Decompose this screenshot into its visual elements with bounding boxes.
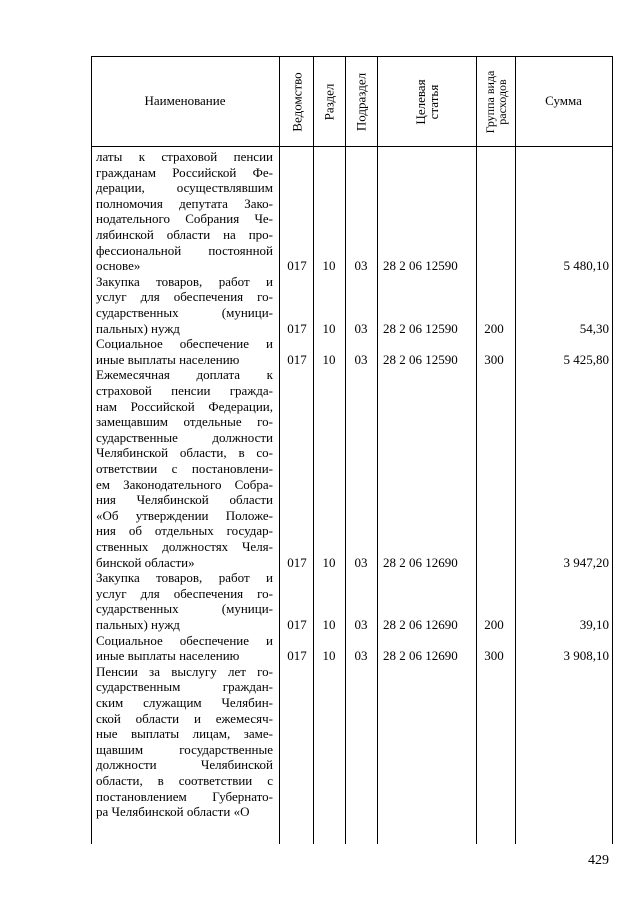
header-celevaya-statya: Целевая статья <box>413 79 441 125</box>
row-name-line: нодательного Собрания Че- <box>96 211 273 227</box>
row-razdel: 10 <box>322 258 336 274</box>
row-razdel: 10 <box>322 648 336 664</box>
row-name-line: лябинской области на про- <box>96 226 273 242</box>
row-gruppa-vida: 300 <box>484 351 504 367</box>
row-name-line: фессиональной постоянной <box>96 242 273 258</box>
row-name-line: ные выплаты лицам, заме- <box>96 726 273 742</box>
row-name-line: ем Законодательного Собра- <box>96 476 273 492</box>
row-name <box>96 336 273 367</box>
row-name-line: ственных должностях Челя- <box>96 538 273 554</box>
row-name-line: иные выплаты населению <box>96 648 240 664</box>
row-name-line: Ежемесячная доплата к <box>96 367 273 383</box>
row-vedomstvo: 017 <box>287 351 307 367</box>
row-name-line: услуг для обеспечения го- <box>96 585 273 601</box>
row-gruppa-vida: 200 <box>484 320 504 336</box>
row-celevaya-statya: 28 2 06 12690 <box>383 617 458 632</box>
row-celevaya-statya: 28 2 06 12590 <box>383 320 458 336</box>
header-gruppa-vida-raskhodov: Группа вида расходов <box>483 70 509 134</box>
row-summa: 3 947,20 <box>563 554 609 570</box>
row-name-line: Челябинской области, в со- <box>96 445 273 461</box>
row-name-line: замещавшим отдельные го- <box>96 414 273 430</box>
row-podrazdel: 03 <box>354 351 368 367</box>
row-name-line: ния Челябинской области <box>96 492 273 508</box>
row-name-line: пальных) нужд <box>96 616 180 632</box>
header-razdel: Раздел <box>321 83 337 121</box>
row-name-line: полномочия депутата Зако- <box>96 195 273 211</box>
row-name-line: Социальное обеспечение и <box>96 632 273 648</box>
row-name <box>96 664 273 820</box>
row-gruppa-vida: 200 <box>484 617 504 632</box>
row-summa: 39,10 <box>579 617 609 632</box>
row-summa: 3 908,10 <box>563 648 609 664</box>
row-name-line: сударственным граждан- <box>96 679 273 695</box>
row-podrazdel: 03 <box>354 648 368 664</box>
header-podrazdel: Подраздел <box>353 72 369 132</box>
row-podrazdel: 03 <box>354 617 368 632</box>
row-name-line: гражданам Российской Фе- <box>96 164 273 180</box>
budget-table <box>91 56 613 844</box>
col-divider <box>377 56 378 844</box>
row-name <box>96 633 273 664</box>
row-name-line: Социальное обеспечение и <box>96 336 273 352</box>
row-name-line: должности Челябинской <box>96 757 273 773</box>
row-gruppa-vida: 300 <box>484 648 504 664</box>
row-name <box>96 149 273 274</box>
row-podrazdel: 03 <box>354 554 368 570</box>
row-podrazdel: 03 <box>354 320 368 336</box>
row-name-line: области, в соответствии с <box>96 772 273 788</box>
row-name-line: ния об отдельных государ- <box>96 523 273 539</box>
row-podrazdel: 03 <box>354 258 368 274</box>
row-celevaya-statya: 28 2 06 12690 <box>383 648 458 664</box>
row-name-line: сударственные должности <box>96 429 273 445</box>
table-border-left <box>91 56 92 844</box>
table-border-right <box>612 56 613 844</box>
row-razdel: 10 <box>322 617 336 632</box>
header-vedomstvo: Ведомство <box>289 72 305 132</box>
row-razdel: 10 <box>322 554 336 570</box>
row-vedomstvo: 017 <box>287 648 307 664</box>
row-name-line: нам Российской Федерации, <box>96 398 273 414</box>
row-name <box>96 367 273 570</box>
row-name-line: Закупка товаров, работ и <box>96 570 273 586</box>
row-name-line: постановлением Губернато- <box>96 788 273 804</box>
row-name-line: ским служащим Челябин- <box>96 694 273 710</box>
col-divider <box>345 56 346 844</box>
row-name-line: услуг для обеспечения го- <box>96 289 273 305</box>
row-name-line: щавшим государственные <box>96 741 273 757</box>
row-name-line: латы к страховой пенсии <box>96 149 273 164</box>
row-name-line: сударственных (муници- <box>96 601 273 617</box>
header-summa: Сумма <box>545 93 582 108</box>
row-razdel: 10 <box>322 351 336 367</box>
col-divider <box>279 56 280 844</box>
row-celevaya-statya: 28 2 06 12590 <box>383 351 458 367</box>
row-name-line: «Об утверждении Положе- <box>96 507 273 523</box>
row-celevaya-statya: 28 2 06 12590 <box>383 258 458 274</box>
row-vedomstvo: 017 <box>287 320 307 336</box>
row-name-line: Пенсии за выслугу лет го- <box>96 663 273 679</box>
row-name <box>96 274 273 336</box>
table-border-top <box>91 56 613 57</box>
row-name-line: основе» <box>96 258 141 274</box>
row-name-line: иные выплаты населению <box>96 351 240 367</box>
row-name-line: ответствии с постановлени- <box>96 460 273 476</box>
row-vedomstvo: 017 <box>287 258 307 274</box>
row-razdel: 10 <box>322 320 336 336</box>
row-name-line: сударственных (муници- <box>96 304 273 320</box>
row-vedomstvo: 017 <box>287 617 307 632</box>
row-name-line: ской области и ежемесяч- <box>96 710 273 726</box>
row-celevaya-statya: 28 2 06 12690 <box>383 554 458 570</box>
row-vedomstvo: 017 <box>287 554 307 570</box>
col-divider <box>476 56 477 844</box>
row-name-line: бинской области» <box>96 554 195 570</box>
col-divider <box>313 56 314 844</box>
col-divider <box>515 56 516 844</box>
row-name-line: Закупка товаров, работ и <box>96 273 273 289</box>
row-summa: 54,30 <box>579 320 609 336</box>
header-name: Наименование <box>144 93 226 108</box>
row-name-line: дерации, осуществлявшим <box>96 180 273 196</box>
row-name <box>96 570 273 632</box>
row-summa: 5 425,80 <box>563 351 609 367</box>
row-name-line: ра Челябинской области «О <box>96 804 250 820</box>
row-summa: 5 480,10 <box>563 258 609 274</box>
page-number: 429 <box>588 853 609 868</box>
header-divider <box>91 146 613 147</box>
row-name-line: пальных) нужд <box>96 320 180 336</box>
row-name-line: страховой пенсии гражда- <box>96 382 273 398</box>
